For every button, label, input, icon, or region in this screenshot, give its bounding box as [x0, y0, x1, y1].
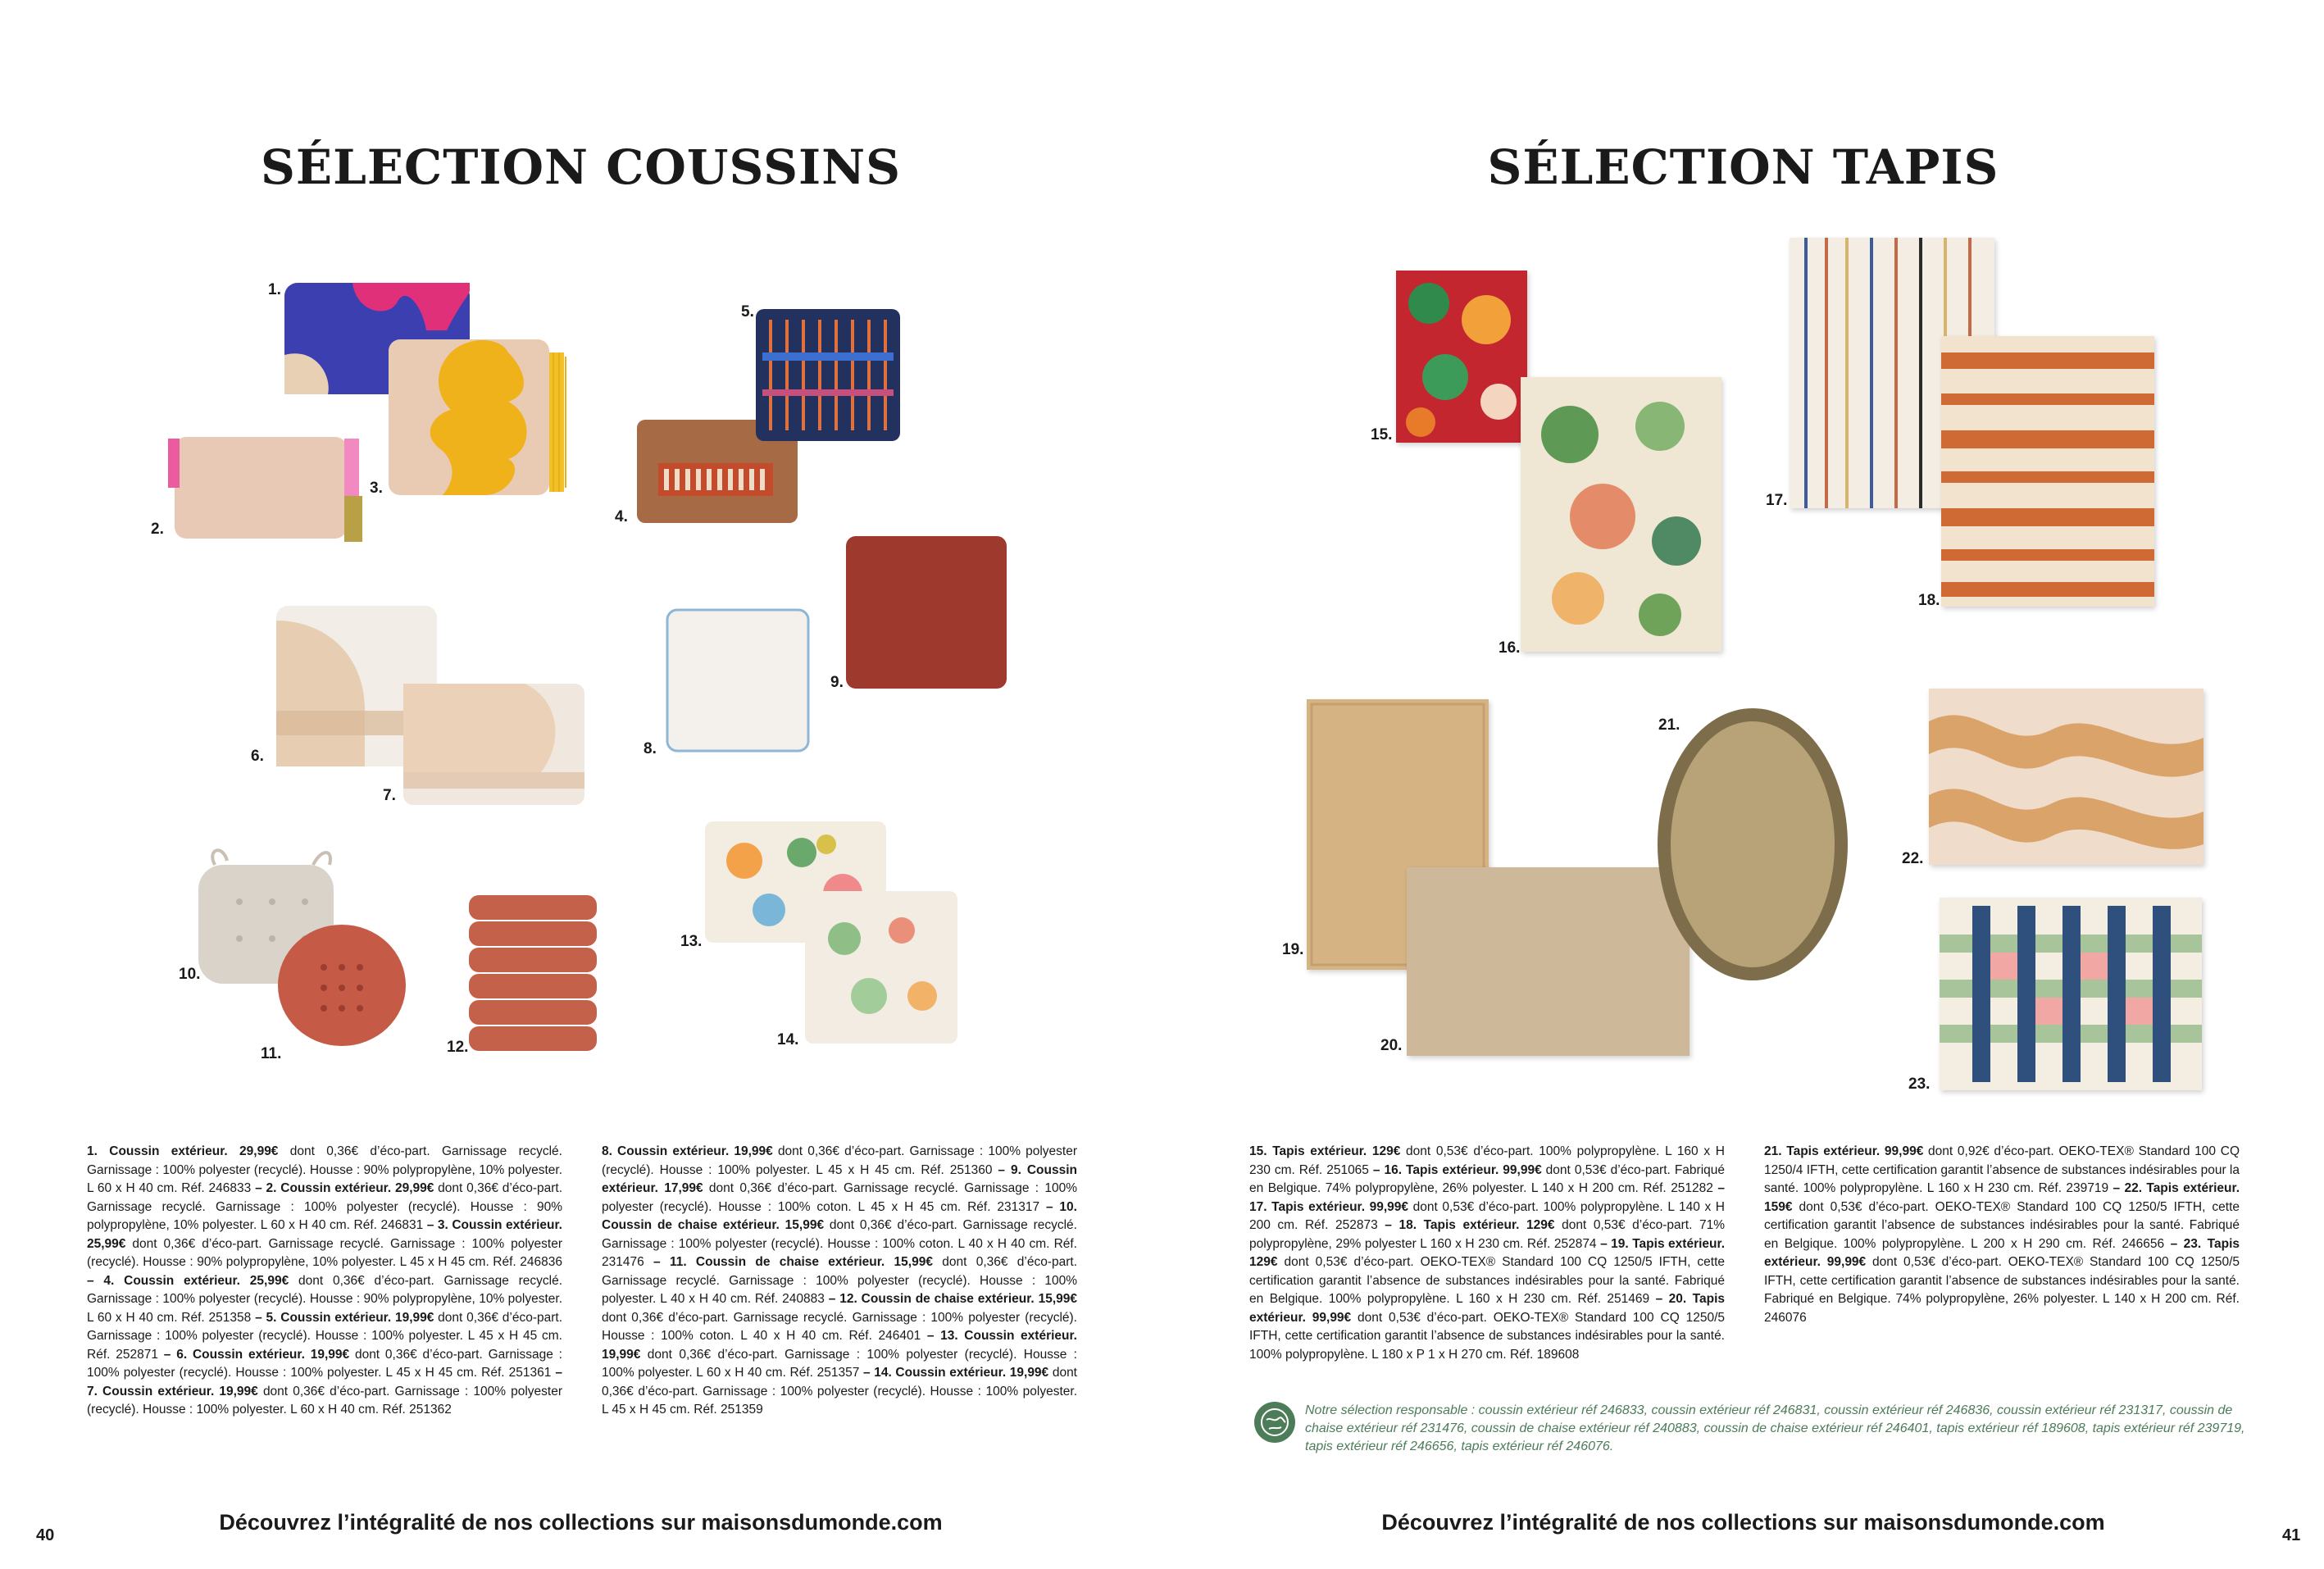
- label-9: 9.: [830, 674, 844, 691]
- page-number: 41: [2282, 1526, 2301, 1544]
- footer-link[interactable]: Découvrez l’intégralité de nos collections sur maisonsdumonde.com: [219, 1510, 943, 1535]
- label-13: 13.: [680, 933, 703, 950]
- rugs-description-col-1: 15. Tapis extérieur. 129€ dont 0,53€ d’éco-part. 100% polypropylène. L 160 x H 230 cm. Réf. 251065 – 16. Tapis extérieur. 99,99€ dont 0,53€ d’éco-part. Fabriqué en Belgique. 74% polypropylène, 26% polyester. L 140 x H 200 cm. Réf. 251282 – 17. Tapis extérieur. 99,99€ dont 0,53€ d’éco-part. 100% polypropylène. L 140 x H 200 cm. Réf. 252873 – 18. Tapis extérieur. 129€ dont 0,53€ d’éco-part. 71% polypropylène, 29% polyester L 160 x H 230 cm. Réf. 252874 – 19. Tapis extérieur. 129€ dont 0,53€ d’éco-part. OEKO-TEX® Standard 100 CQ 1250/5 IFTH, cette certification garantit l’absence de substances indésirables pour la santé. Fabriqué en Belgique. 100% polypropylène. L 160 x H 230 cm. Réf. 251469 – 20. Tapis extérieur. 99,99€ dont 0,53€ d’éco-part. OEKO-TEX® Standard 100 CQ 1250/5 IFTH, cette certification garantit l’absence de substances indésirables pour la santé. 100% polypropylène. L 180 x P 1 x H 270 cm. Réf. 189608: [1249, 1144, 1726, 1362]
- cushion-8-image: [664, 607, 812, 754]
- rug-16-image: [1521, 377, 1721, 652]
- rug-22-image: [1929, 689, 2203, 865]
- label-14: 14.: [777, 1031, 799, 1048]
- rug-21-image: [1654, 705, 1851, 984]
- rug-15-image: [1396, 271, 1527, 443]
- label-3: 3.: [370, 480, 383, 497]
- label-5: 5.: [741, 303, 754, 321]
- rug-23-image: [1940, 898, 2202, 1090]
- right-page: [1162, 0, 2324, 1569]
- page-title: SÉLECTION TAPIS: [1487, 139, 1999, 195]
- label-19: 19.: [1282, 941, 1304, 958]
- label-10: 10.: [179, 966, 201, 983]
- label-20: 20.: [1380, 1037, 1403, 1054]
- label-23: 23.: [1908, 1076, 1931, 1093]
- label-16: 16.: [1499, 639, 1521, 657]
- label-22: 22.: [1902, 850, 1924, 867]
- label-15: 15.: [1371, 426, 1393, 443]
- cushion-12-image: [467, 894, 598, 1053]
- label-18: 18.: [1918, 592, 1940, 609]
- cushion-2-image: [168, 430, 365, 545]
- label-6: 6.: [251, 748, 264, 765]
- label-21: 21.: [1658, 716, 1680, 734]
- cushion-11-image: [275, 918, 410, 1049]
- rugs-description-col-2: 21. Tapis extérieur. 99,99€ dont 0,92€ d’éco-part. OEKO-TEX® Standard 100 CQ 1250/4 IFTH, cette certification garantit l’absence de substances indésirables pour la santé. 100% polypropylène. L 160 x H 230 cm. Réf. 239719 – 22. Tapis extérieur. 159€ dont 0,53€ d’éco-part. OEKO-TEX® Standard 100 CQ 1250/5 IFTH, cette certification garantit l’absence de substances indésirables pour la santé. Fabriqué en Belgique. 100% polypropylène. L 200 x H 290 cm. Réf. 246656 – 23. Tapis extérieur. 99,99€ dont 0,53€ d’éco-part. OEKO-TEX® Standard 100 CQ 1250/5 IFTH, cette certification garantit l’absence de substances indésirables pour la santé. Fabriqué en Belgique. 74% polypropylène, 26% polyester. L 140 x H 200 cm. Réf. 246076: [1764, 1144, 2240, 1325]
- rug-20-image: [1407, 867, 1690, 1056]
- page-title: SÉLECTION COUSSINS: [260, 139, 902, 195]
- label-2: 2.: [151, 521, 164, 538]
- label-12: 12.: [447, 1039, 469, 1056]
- label-11: 11.: [261, 1045, 282, 1062]
- cushion-9-image: [844, 534, 1008, 690]
- label-1: 1.: [268, 281, 281, 298]
- footer-link[interactable]: Découvrez l’intégralité de nos collections sur maisonsdumonde.com: [1381, 1510, 2105, 1535]
- rug-18-image: [1941, 336, 2154, 607]
- label-7: 7.: [383, 787, 396, 804]
- page-number: 40: [36, 1526, 55, 1544]
- cushion-5-image: [754, 307, 902, 443]
- label-4: 4.: [615, 508, 628, 525]
- label-17: 17.: [1766, 492, 1788, 509]
- cushion-3-image: [385, 336, 570, 500]
- label-8: 8.: [644, 740, 657, 757]
- responsible-selection-text: Notre sélection responsable : coussin extérieur réf 246833, coussin extérieur réf 246831, coussin extérieur réf 246836, coussin extérieur réf 231317, coussin de chaise extérieur réf 231476, coussin de chaise extérieur réf 240883, coussin de chaise extérieur réf 246401, tapis extérieur réf 189608, tapis extérieur réf 239719, tapis extérieur réf 246656, tapis extérieur réf 246076.: [1305, 1403, 2245, 1453]
- cushions-description-col-1: 1. Coussin extérieur. 29,99€ dont 0,36€ d’éco-part. Garnissage recyclé. Garnissage : 100% polyester (recyclé). Housse : 90% polypropylène, 10% polyester. L 60 x H 40 cm. Réf. 246833 – 2. Coussin extérieur. 29,99€ dont 0,36€ d’éco-part. Garnissage recyclé. Garnissage : 100% polyester (recyclé). Housse : 90% polypropylène, 10% polyester. L 60 x H 40 cm. Réf. 246831 – 3. Coussin extérieur. 25,99€ dont 0,36€ d’éco-part. Garnissage recyclé. Garnissage : 100% polyester (recyclé). Housse : 90% polypropylène, 10% polyester. L 45 x H 45 cm. Réf. 246836 – 4. Coussin extérieur. 25,99€ dont 0,36€ d’éco-part. Garnissage recyclé. Garnissage : 100% polyester (recyclé). Housse : 90% polypropylène, 10% polyester. L 60 x H 40 cm. Réf. 251358 – 5. Coussin extérieur. 19,99€ dont 0,36€ d’éco-part. Garnissage : 100% polyester (recyclé). Housse : 100% polyester. L 45 x H 45 cm. Réf. 252871 – 6. Coussin extérieur. 19,99€ dont 0,36€ d’éco-part. Garnissage : 100% polyester (recyclé). Housse : 100% polyester. L 45 x H 45 cm. Réf. 251361 – 7. Coussin extérieur. 19,99€ dont 0,36€ d’éco-part. Garnissage : 100% polyester (recyclé). Housse : 100% polyester. L 60 x H 40 cm. Réf. 251362: [87, 1144, 563, 1417]
- cushion-7-image: [402, 682, 586, 807]
- cushion-14-image: [803, 889, 959, 1045]
- eco-globe-icon: [1254, 1402, 1295, 1443]
- cushions-description-col-2: 8. Coussin extérieur. 19,99€ dont 0,36€ d’éco-part. Garnissage : 100% polyester (recyclé). Housse : 100% polyester. L 45 x H 45 cm. Réf. 251360 – 9. Coussin extérieur. 17,99€ dont 0,36€ d’éco-part. Garnissage recyclé. Garnissage : 100% polyester (recyclé). Housse : 100% coton. L 45 x H 45 cm. Réf. 231317 – 10. Coussin de chaise extérieur. 15,99€ dont 0,36€ d’éco-part. Garnissage recyclé. Garnissage : 100% polyester (recyclé). Housse : 100% coton. L 40 x H 40 cm. Réf. 231476 – 11. Coussin de chaise extérieur. 15,99€ dont 0,36€ d’éco-part. Garnissage recyclé. Garnissage : 100% polyester (recyclé). Housse : 100% polyester. L 40 x H 40 cm. Réf. 240883 – 12. Coussin de chaise extérieur. 15,99€ dont 0,36€ d’éco-part. Garnissage recyclé. Garnissage : 100% polyester (recyclé). Housse : 100% coton. L 40 x H 40 cm. Réf. 246401 – 13. Coussin extérieur. 19,99€ dont 0,36€ d’éco-part. Garnissage : 100% polyester (recyclé). Housse : 100% polyester. L 60 x H 40 cm. Réf. 251357 – 14. Coussin extérieur. 19,99€ dont 0,36€ d’éco-part. Garnissage : 100% polyester (recyclé). Housse : 100% polyester. L 45 x H 45 cm. Réf. 251359: [602, 1144, 1078, 1417]
